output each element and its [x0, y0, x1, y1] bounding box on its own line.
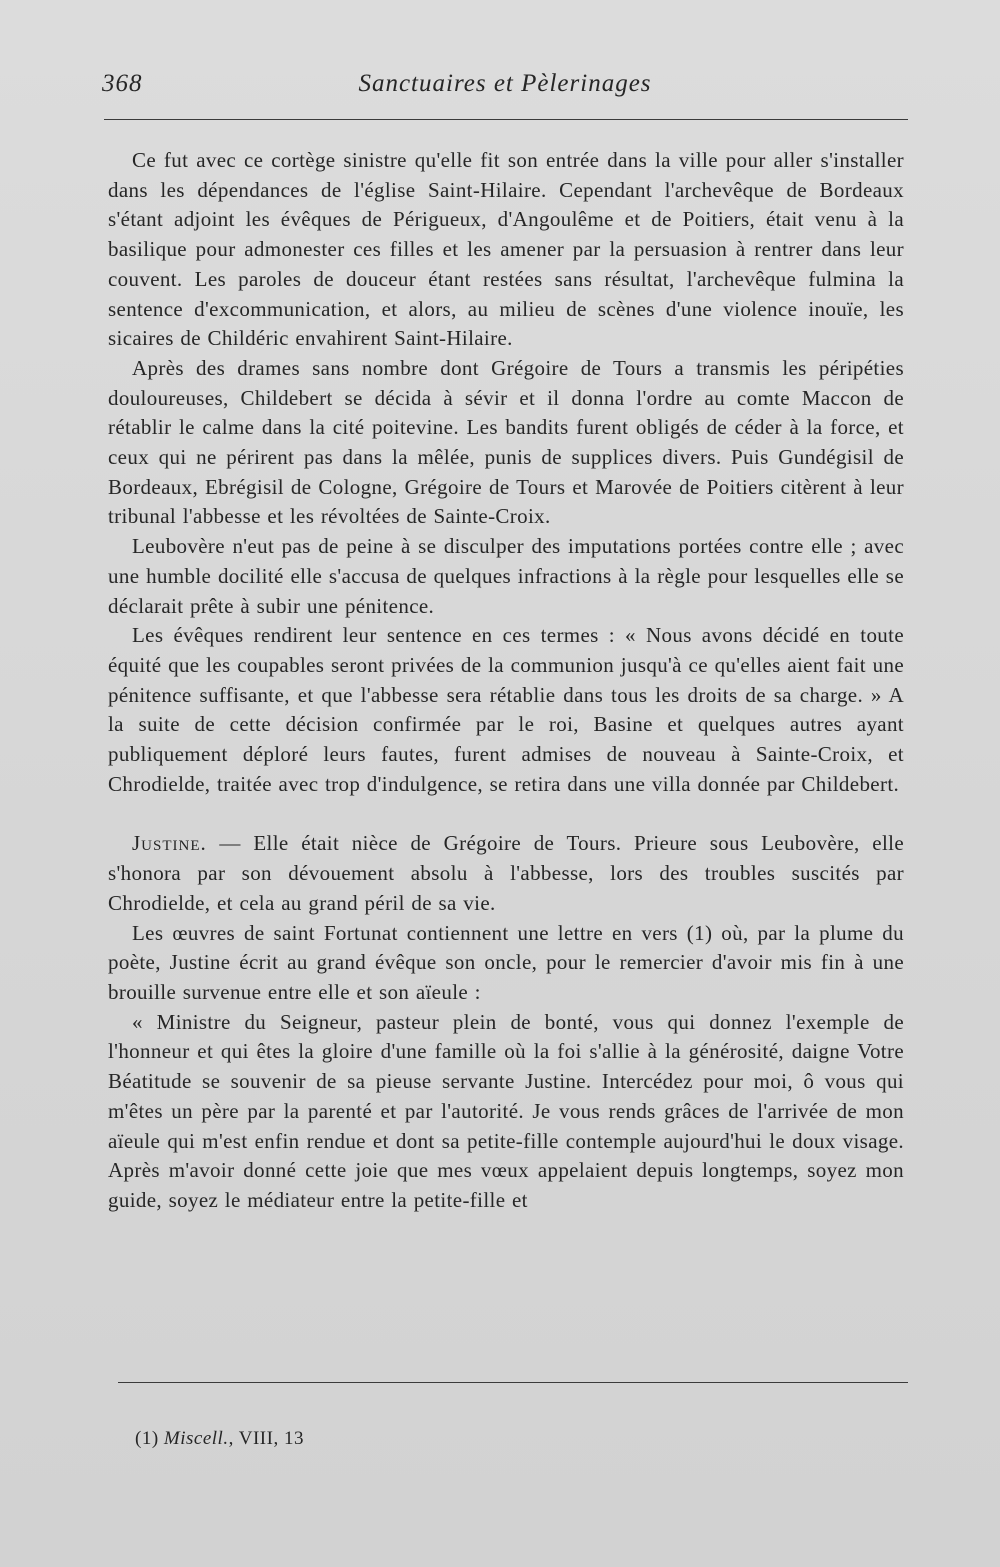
justine-entry [108, 829, 904, 918]
page-number: 368 [102, 70, 143, 97]
quoted-letter: « Ministre du Seigneur, pasteur plein de bonté, vous qui donnez l'exemple de l'honneur et qui êtes la gloire d'une famille où la foi s'allie à la générosité, daigne Votre Béatitude se souvenir de sa pieuse servante Justine. Intercédez pour moi, ô vous qui m'êtes un père par la parenté et par l'autorité. Je vous rends grâces de l'arrivée de mon aïeule qui m'est enfin rendue et dont sa petite-fille contemple aujourd'hui le doux visage. Après m'avoir donné cette joie que mes vœux appelaient depuis longtemps, soyez mon guide, soyez le médiateur entre la petite-fille et [108, 1009, 904, 1212]
paragraph: Après des drames sans nombre dont Grégoire de Tours a transmis les péripéties douloureuses, Childebert se décida à sévir et il donna l'ordre au comte Maccon de rétablir le calme dans la cité poitevine. Les bandits furent obligés de céder à la force, et ceux qui ne périrent pas dans la mêlée, punis de supplices divers. Puis Gundégisil de Bordeaux, Ebrégisil de Cologne, Grégoire de Tours et Marovée de Poitiers citèrent à leur tribunal l'abbesse et les révoltées de Sainte-Croix. [108, 355, 904, 529]
header-rule [104, 119, 908, 120]
running-title: Sanctuaires et Pèlerinages [358, 70, 652, 97]
footnote-marker: (1) [135, 1428, 159, 1449]
entry-heading: Justine. [132, 831, 207, 856]
footnote-reference: , VIII, 13 [228, 1428, 304, 1449]
paragraph: Les œuvres de saint Fortunat contiennent une lettre en vers (1) où, par la plume du poète, Justine écrit au grand évêque son oncle, pour le remercier d'avoir mis fin à une brouille survenue entre elle et son aïeule : [108, 920, 904, 1004]
page-header [102, 70, 908, 110]
paragraph: Les évêques rendirent leur sentence en ces termes : « Nous avons décidé en toute équité que les coupables seront privées de la communion jusqu'à ce qu'elles aient fait une pénitence suffisante, et que l'abbesse sera rétablie dans tous les droits de sa charge. » A la suite de cette décision confirmée par le roi, Basine et quelques autres ayant publiquement déploré leurs fautes, furent admises de nouveau à Sainte-Croix, et Chrodielde, traitée avec trop d'indulgence, se retira dans une villa donnée par Childebert. [108, 623, 904, 796]
paragraph: Leubovère n'eut pas de peine à se disculper des imputations portées contre elle ; avec une humble docilité elle s'accusa de quelques infractions à la règle pour lesquelles elle se déclarait prête à subir une pénitence. [108, 534, 904, 618]
paragraph: Ce fut avec ce cortège sinistre qu'elle fit son entrée dans la ville pour aller s'installer dans les dépendances de l'église Saint-Hilaire. Cependant l'archevêque de Bordeaux s'étant adjoint les évêques de Périgueux, d'Angoulême et de Poitiers, était venu à la basilique pour admonester ces filles et les amener par la persuasion à rentrer dans leur couvent. Les paroles de douceur étant restées sans résultat, l'archevêque fulmina la sentence d'excommunication, et alors, au milieu de scènes d'une violence inouïe, les sicaires de Childéric envahirent Saint-Hilaire. [108, 148, 904, 351]
main-text [108, 146, 904, 1216]
footnote [135, 1428, 304, 1450]
footnote-work-title: Miscell. [163, 1428, 229, 1449]
footnote-rule [118, 1382, 908, 1383]
entry-text: — Elle était nièce de Grégoire de Tours. Prieure sous Leubovère, elle s'honora par son dévouement absolu à l'abbesse, lors des troubles suscités par Chrodielde, et cela au grand péril de sa vie. [108, 831, 904, 915]
section-spacer [108, 799, 904, 829]
